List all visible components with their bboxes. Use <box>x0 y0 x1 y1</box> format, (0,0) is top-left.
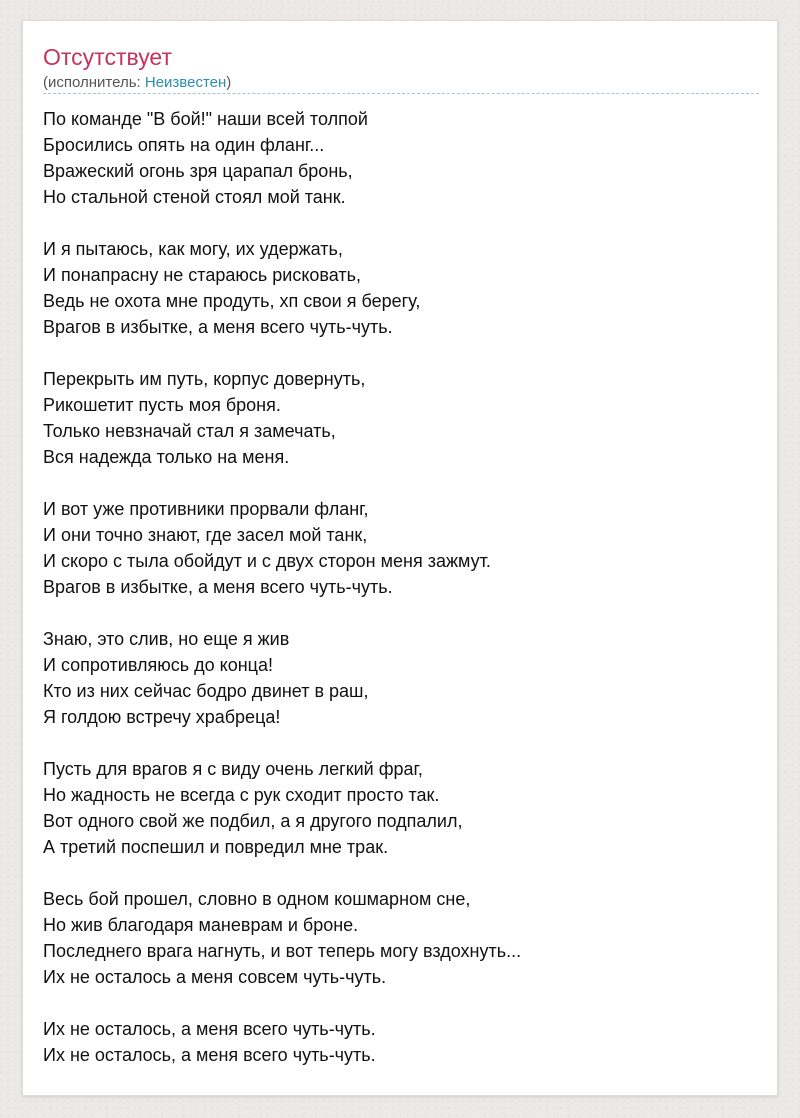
lyric-line: И понапрасну не стараюсь рисковать, <box>43 265 362 285</box>
lyric-line: Их не осталось, а меня всего чуть-чуть. <box>43 1019 376 1039</box>
lyric-line: Вражеский огонь зря царапал бронь, <box>43 161 353 181</box>
stanza <box>43 886 759 990</box>
lyric-line: Перекрыть им путь, корпус довернуть, <box>43 369 366 389</box>
lyric-line: Ведь не охота мне продуть, хп свои я берегу, <box>43 291 421 311</box>
lyric-line: Вся надежда только на меня. <box>43 447 290 467</box>
lyric-line: По команде "В бой!" наши всей толпой <box>43 109 368 129</box>
song-title: Отсутствует <box>43 44 172 70</box>
artist-line <box>43 73 231 93</box>
lyric-line: И я пытаюсь, как могу, их удержать, <box>43 239 343 259</box>
artist-prefix: (исполнитель: <box>43 74 145 91</box>
lyric-line: Кто из них сейчас бодро двинет в раш, <box>43 681 369 701</box>
divider <box>43 93 759 94</box>
lyric-line: И скоро с тыла обойдут и с двух сторон меня зажмут. <box>43 551 491 571</box>
lyric-line: Бросились опять на один фланг... <box>43 135 325 155</box>
stanza <box>43 106 759 210</box>
lyric-line: Но жив благодаря маневрам и броне. <box>43 915 359 935</box>
lyric-line: Я голдою встречу храбреца! <box>43 707 281 727</box>
lyric-line: Весь бой прошел, словно в одном кошмарном сне, <box>43 889 471 909</box>
lyric-line: Рикошетит пусть моя броня. <box>43 395 281 415</box>
lyric-line: Знаю, это слив, но еще я жив <box>43 629 290 649</box>
lyrics-card <box>22 20 778 1096</box>
stanza <box>43 756 759 860</box>
artist-link[interactable]: Неизвестен <box>144 74 227 91</box>
stanza <box>43 236 759 340</box>
lyric-line: А третий поспешил и повредил мне трак. <box>43 837 389 857</box>
lyric-line: И сопротивляюсь до конца! <box>43 655 273 675</box>
stanza <box>43 366 759 470</box>
lyric-line: Врагов в избытке, а меня всего чуть-чуть. <box>43 577 393 597</box>
lyric-line: Вот одного свой же подбил, а я другого подпалил, <box>43 811 463 831</box>
lyric-line: И они точно знают, где засел мой танк, <box>43 525 368 545</box>
lyric-line: Пусть для врагов я с виду очень легкий фраг, <box>43 759 423 779</box>
lyric-line: Последнего врага нагнуть, и вот теперь могу вздохнуть... <box>43 941 522 961</box>
lyric-line: Но стальной стеной стоял мой танк. <box>43 187 346 207</box>
lyric-line: Только невзначай стал я замечать, <box>43 421 336 441</box>
artist-suffix: ) <box>226 74 232 91</box>
lyrics-body <box>43 106 759 1068</box>
stanza <box>43 626 759 730</box>
lyric-line: Врагов в избытке, а меня всего чуть-чуть. <box>43 317 393 337</box>
stanza <box>43 1016 759 1068</box>
lyric-line: И вот уже противники прорвали фланг, <box>43 499 369 519</box>
lyric-line: Их не осталось а меня совсем чуть-чуть. <box>43 967 387 987</box>
lyric-line: Их не осталось, а меня всего чуть-чуть. <box>43 1045 376 1065</box>
stanza <box>43 496 759 600</box>
lyric-line: Но жадность не всегда с рук сходит просто так. <box>43 785 440 805</box>
